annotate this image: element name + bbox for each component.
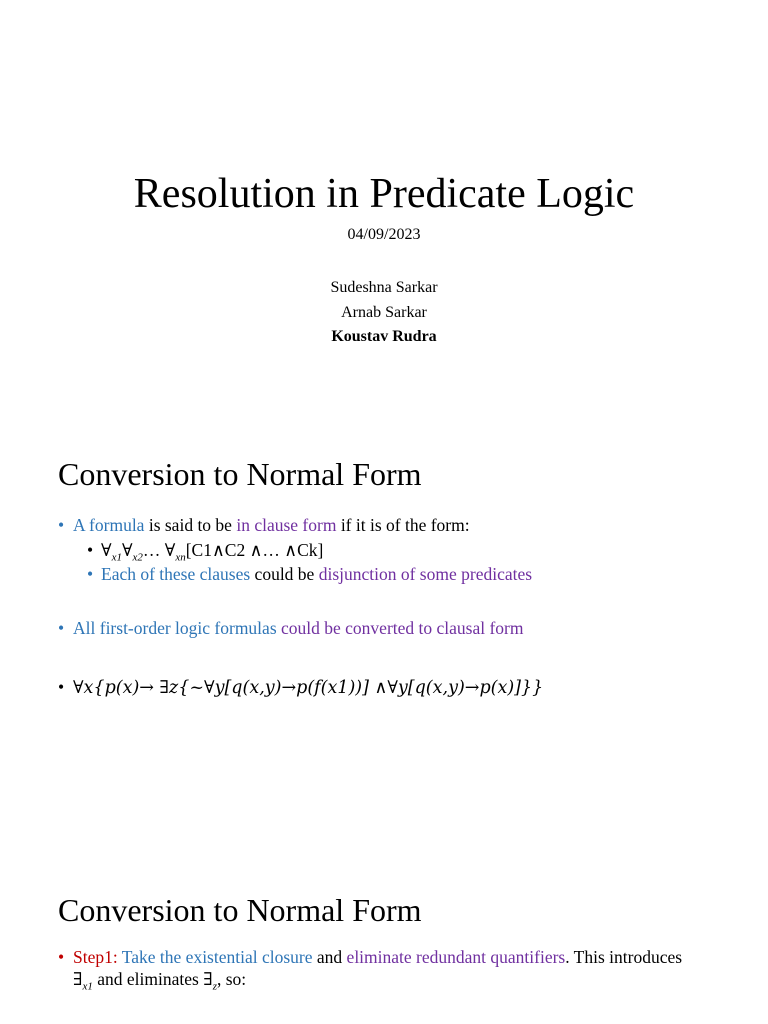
term-eliminate-quantifiers: eliminate redundant quantifiers xyxy=(346,947,566,967)
normal-form-slide-1 xyxy=(0,430,768,860)
bullet-clause-form xyxy=(58,514,470,536)
bullet-formula-example xyxy=(58,676,543,699)
var-subscript: z xyxy=(212,980,217,993)
forall-symbol: ∀ xyxy=(101,540,112,560)
term-fol-formulas: All first-order logic formulas xyxy=(73,618,277,638)
bullet-step1 xyxy=(58,946,683,998)
text-connector: and xyxy=(312,947,347,967)
bullet-first-order xyxy=(58,617,524,639)
term-clause-form: in clause form xyxy=(236,515,337,535)
term-clausal-form: could be converted to clausal form xyxy=(276,618,524,638)
term-clauses: Each of these clauses xyxy=(101,564,251,584)
title-slide xyxy=(0,0,768,430)
example-formula: ∀x{p(x)→ ∃z{~∀y[q(x,y)→p(f(x1))] ∧∀y[q(x,y)→p(x)]}} xyxy=(73,678,544,698)
bullet-dot: • xyxy=(58,677,65,697)
text-introduces: . This introduces ∃ xyxy=(73,947,683,989)
term-disjunction: disjunction of some predicates xyxy=(318,564,533,584)
slide-title: Conversion to Normal Form xyxy=(58,456,422,492)
text-connector: could be xyxy=(250,564,319,584)
text-connector: if it is of the form: xyxy=(336,515,470,535)
bullet-dot: • xyxy=(87,540,94,560)
author-highlighted: Koustav Rudra xyxy=(331,328,437,345)
term-formula: A formula xyxy=(73,515,145,535)
var-subscript: x1 xyxy=(111,551,122,564)
normal-form-slide-2 xyxy=(0,860,768,1024)
forall-symbol: ∀ xyxy=(121,540,133,560)
term-existential-closure: Take the existential closure xyxy=(117,947,313,967)
slide-title: Conversion to Normal Form xyxy=(58,892,422,928)
text-connector: is said to be xyxy=(144,515,237,535)
var-subscript: x2 xyxy=(132,551,143,564)
author-1: Sudeshna Sarkar xyxy=(330,279,438,296)
presentation-date: 04/09/2023 xyxy=(347,226,421,243)
clause-conjunction: [C1∧C2 ∧… ∧Ck] xyxy=(185,540,324,560)
bullet-dot: • xyxy=(58,515,65,535)
text-eliminates: and eliminates ∃ xyxy=(92,969,213,989)
authors-list xyxy=(0,276,768,350)
step-label: Step1: xyxy=(73,947,118,967)
bullet-dot: • xyxy=(58,618,65,638)
var-subscript: xn xyxy=(175,551,186,564)
author-2: Arnab Sarkar xyxy=(341,303,427,321)
text-so: , so: xyxy=(216,969,247,989)
presentation-title: Resolution in Predicate Logic xyxy=(133,171,635,217)
var-subscript: x1 xyxy=(82,980,93,993)
bullet-dot: • xyxy=(58,947,65,967)
bullet-dot: • xyxy=(87,564,94,584)
sub-bullet-clauses xyxy=(87,563,532,585)
ellipsis-forall: … ∀ xyxy=(142,540,176,560)
